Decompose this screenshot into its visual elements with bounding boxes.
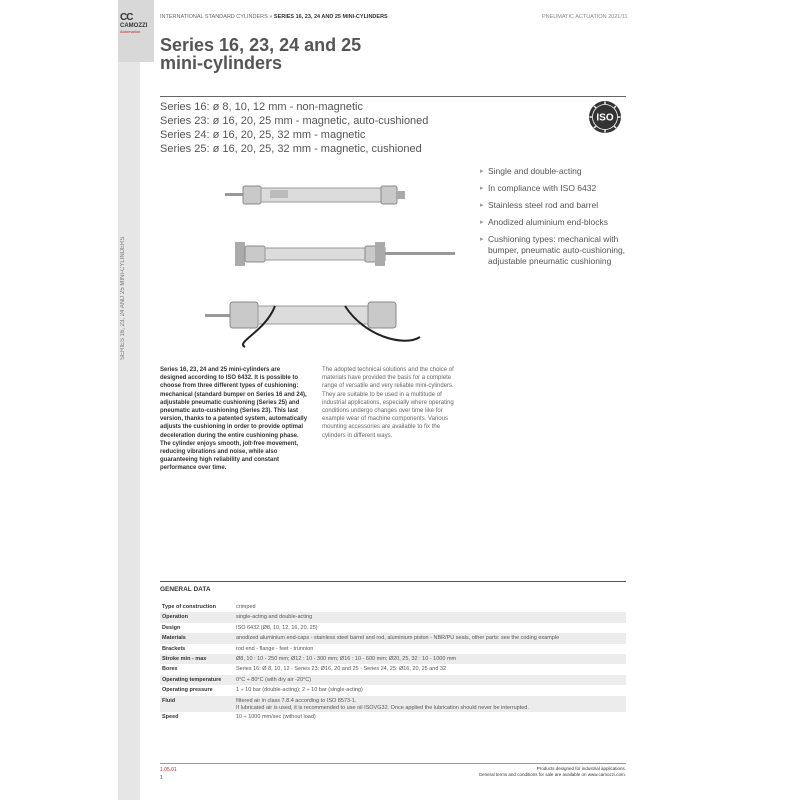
series-list bbox=[160, 100, 490, 156]
breadcrumb-current: SERIES 16, 23, 24 AND 25 MINI-CYLINDERS bbox=[273, 14, 388, 20]
table-row bbox=[160, 644, 626, 654]
general-data-divider bbox=[160, 581, 626, 582]
feature-item: ▸ In compliance with ISO 6432 bbox=[480, 183, 626, 194]
row-key: Brackets bbox=[162, 645, 186, 652]
series-23-line: Series 23: ø 16, 20, 25 mm - magnetic, auto-cushioned bbox=[160, 115, 429, 127]
table-row bbox=[160, 654, 626, 664]
feature-item: ▸ Anodized aluminium end-blocks bbox=[480, 217, 626, 228]
page-number: 1 bbox=[160, 775, 163, 781]
footer-divider bbox=[160, 763, 626, 764]
cylinder-image-series-25 bbox=[205, 292, 465, 352]
table-row bbox=[160, 712, 626, 722]
fluid-line-1: filtered air in class 7.8.4 according to ISO 8573-1. bbox=[236, 697, 357, 704]
footer-notes bbox=[440, 766, 626, 778]
row-value: single-acting and double-acting bbox=[234, 612, 626, 622]
series-25-line: Series 25: ø 16, 20, 25, 32 mm - magnetic, cushioned bbox=[160, 143, 422, 155]
row-key: Operating pressure bbox=[162, 687, 213, 694]
breadcrumb-prefix[interactable]: INTERNATIONAL STANDARD CYLINDERS » bbox=[160, 14, 273, 20]
table-row bbox=[160, 602, 626, 612]
left-band bbox=[118, 0, 140, 800]
table-row bbox=[160, 696, 626, 712]
side-running-title: SERIES 16, 23, 24 AND 25 MINI-CYLINDERS bbox=[120, 236, 126, 360]
title-line-1: Series 16, 23, 24 and 25 bbox=[160, 35, 362, 55]
footer-code: 1.05.01 bbox=[160, 767, 177, 773]
row-key: Bores bbox=[162, 666, 178, 673]
table-row bbox=[160, 675, 626, 685]
series-16-line: Series 16: ø 8, 10, 12 mm - non-magnetic bbox=[160, 101, 363, 113]
company-logo bbox=[120, 12, 154, 34]
row-key: Materials bbox=[160, 633, 234, 643]
description-column-2: The adopted technical solutions and the choice of materials have provided the basis for a complete range of versatile and very reliable mini-cylinders. They are suitable to be used in a multitude of industrial applications, especially where operating conditions undergo changes over time like for example wear of machine components. Various mounting accessories are available to fix the cylinders in different ways. bbox=[322, 367, 454, 439]
row-value: Ø8, 10 : 10 - 250 mm; Ø12 : 10 - 300 mm; Ø16 : 10 - 600 mm; Ø20, 25, 32 : 10 - 1000 mm bbox=[234, 654, 626, 664]
cylinder-image-series-16 bbox=[205, 176, 465, 216]
row-key: Operating temperature bbox=[160, 675, 234, 685]
table-row bbox=[160, 633, 626, 643]
table-row bbox=[160, 685, 626, 695]
row-value: crimped bbox=[236, 604, 256, 610]
general-data-table bbox=[160, 602, 626, 722]
row-value: 0°C ÷ 80°C (with dry air -20°C) bbox=[234, 675, 626, 685]
row-key: Stroke min - max bbox=[160, 654, 234, 664]
section-label: PNEUMATIC ACTUATION 2021/11 bbox=[542, 14, 628, 20]
iso-badge-icon bbox=[588, 100, 622, 134]
logo-name: CAMOZZI bbox=[120, 23, 148, 29]
table-row bbox=[160, 612, 626, 622]
logo-sub: Automation bbox=[120, 29, 141, 34]
feature-item: ▸ Single and double-acting bbox=[480, 166, 626, 177]
title-divider bbox=[160, 96, 626, 97]
row-key: Speed bbox=[162, 713, 179, 720]
cylinder-image-series-24 bbox=[205, 234, 465, 274]
feature-item: ▸ Stainless steel rod and barrel bbox=[480, 200, 626, 211]
footer-note-2[interactable]: General terms and conditions for sale are available on www.camozzi.com. bbox=[478, 772, 626, 777]
feature-list bbox=[480, 166, 626, 273]
table-row bbox=[160, 623, 626, 633]
row-value: anodized aluminium end-caps - stainless steel barrel and rod, aluminium piston - NBR/PU seals, other parts: see the coding example bbox=[234, 633, 626, 643]
row-value: Series 16: Ø 8, 10, 12 - Series 23: Ø16, 20 and 25 - Series 24, 25: Ø16, 20, 25 and 32 bbox=[236, 666, 447, 673]
title-line-2: mini-cylinders bbox=[160, 53, 283, 73]
feature-item: ▸ Cushioning types: mechanical with bumper, pneumatic auto-cushioning, adjustable pneumatic cushioning bbox=[480, 234, 626, 267]
table-row bbox=[160, 664, 626, 674]
general-data-title: GENERAL DATA bbox=[160, 586, 211, 593]
fluid-line-2: If lubricated air is used, it is recommended to use oil ISOVG32. Once applied the lubrication should never be interrupted. bbox=[236, 704, 529, 711]
footer-note-1: Products designed for industrial applications. bbox=[536, 766, 626, 771]
row-value: ISO 6432 (Ø8, 10, 12, 16, 20, 25) bbox=[236, 624, 318, 631]
row-value: 10 ÷ 1000 mm/sec (without load) bbox=[236, 713, 316, 720]
row-value: rod end - flange - feet - trunnion bbox=[236, 645, 314, 652]
row-key: Fluid bbox=[160, 696, 234, 712]
row-value: 1 ÷ 10 bar (double-acting); 2 ÷ 10 bar (single-acting) bbox=[236, 687, 363, 694]
row-value bbox=[234, 696, 626, 712]
logo-mark: CC bbox=[120, 12, 133, 23]
row-key: Type of construction bbox=[162, 604, 216, 610]
series-24-line: Series 24: ø 16, 20, 25, 32 mm - magnetic bbox=[160, 129, 366, 141]
breadcrumb bbox=[160, 14, 388, 20]
iso-label: ISO bbox=[596, 112, 614, 124]
page-title bbox=[160, 36, 560, 72]
description-column-1: Series 16, 23, 24 and 25 mini-cylinders are designed according to ISO 6432. It is possible to choose from three different types of cushioning: mechanical (standard bumper on Series 16 and 24), adjustable pneumatic cushioning (Series 25) and pneumatic auto-cushioning (Series 23). This last version, thanks to a patented system, automatically adjusts the cushioning in order to provide optimal deceleration during the entire cushioning phase. The cylinder enjoys smooth, jolt-free movement, reducing vibrations and noise, while also guaranteeing high reliability and constant performance over time. bbox=[160, 367, 308, 472]
row-key: Operation bbox=[160, 612, 234, 622]
row-key: Design bbox=[162, 624, 181, 631]
